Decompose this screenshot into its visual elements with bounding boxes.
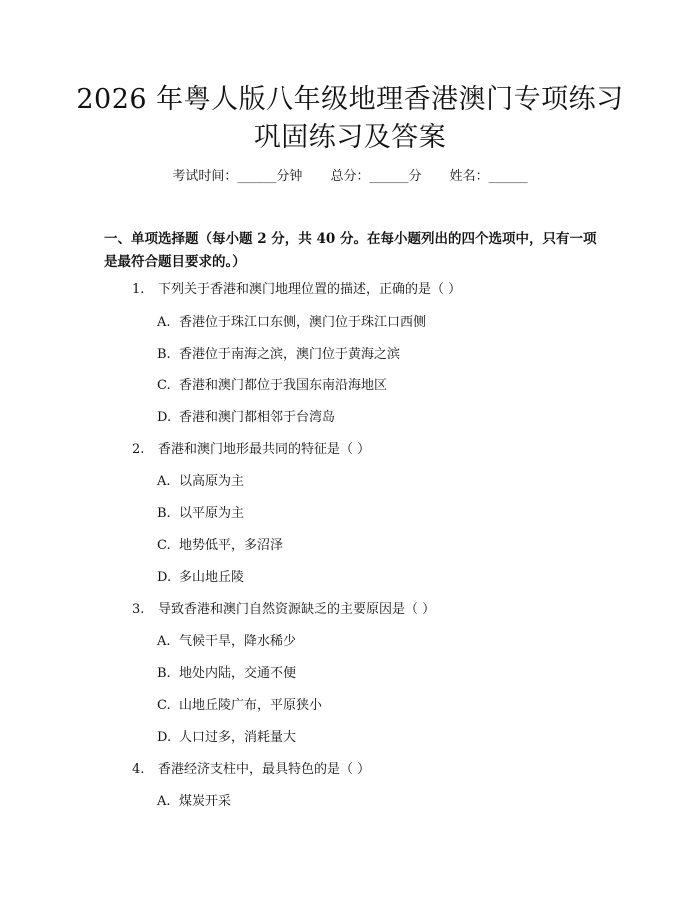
question-4-option-a: A. 煤炭开采 xyxy=(157,794,232,809)
question-2-option-b: B. 以平原为主 xyxy=(157,506,245,521)
question-3-option-c: C. 山地丘陵广布，平原狭小 xyxy=(157,698,323,713)
section-heading: 一、单项选择题（每小题 2 分，共 40 分。在每小题列出的四个选项中，只有一项是最符合题目要求的。） xyxy=(104,231,597,270)
question-1-option-b: B. 香港位于南海之滨，澳门位于黄海之滨 xyxy=(157,347,401,362)
question-text: 导致香港和澳门自然资源缺乏的主要原因是（ ） xyxy=(158,602,436,617)
question-text: 下列关于香港和澳门地理位置的描述，正确的是（ ） xyxy=(158,282,462,297)
question-1-option-c: C. 香港和澳门都位于我国东南沿海地区 xyxy=(157,378,388,393)
question-1-option-a: A. 香港位于珠江口东侧，澳门位于珠江口西侧 xyxy=(157,315,427,330)
exam-info-line xyxy=(0,166,700,188)
question-1: 1. 下列关于香港和澳门地理位置的描述，正确的是（ ） xyxy=(132,282,462,297)
question-3-option-b: B. 地处内陆，交通不便 xyxy=(157,666,297,681)
student-name-field: 姓名：______ xyxy=(449,169,528,184)
total-score-field: 总分：______分 xyxy=(330,169,422,184)
question-text: 香港和澳门地形最共同的特征是（ ） xyxy=(158,442,371,457)
exam-time-field: 考试时间：______分钟 xyxy=(172,169,303,184)
question-text: 香港经济支柱中，最具特色的是（ ） xyxy=(158,762,371,777)
question-3: 3. 导致香港和澳门自然资源缺乏的主要原因是（ ） xyxy=(132,602,436,617)
question-2-option-c: C. 地势低平，多沼泽 xyxy=(157,538,284,553)
document-title-line-1: 2026 年粤人版八年级地理香港澳门专项练习 xyxy=(76,84,624,115)
question-2-option-d: D. 多山地丘陵 xyxy=(157,570,245,585)
question-3-option-a: A. 气候干旱，降水稀少 xyxy=(157,634,297,649)
question-2-option-a: A. 以高原为主 xyxy=(157,474,245,489)
question-4: 4. 香港经济支柱中，最具特色的是（ ） xyxy=(132,762,371,777)
question-3-option-d: D. 人口过多，消耗量大 xyxy=(157,730,297,745)
document-title-line-2: 巩固练习及答案 xyxy=(253,122,447,153)
question-2: 2. 香港和澳门地形最共同的特征是（ ） xyxy=(132,442,371,457)
question-1-option-d: D. 香港和澳门都相邻于台湾岛 xyxy=(157,410,336,425)
